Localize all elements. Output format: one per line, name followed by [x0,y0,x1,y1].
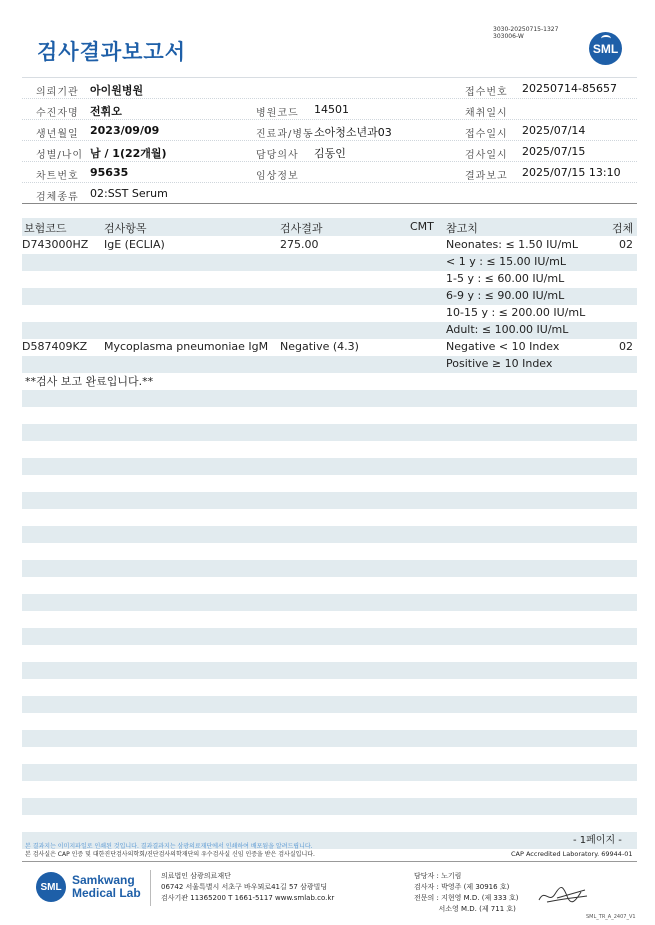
value-physician: 김동인 [314,147,346,160]
header-result: 검사결과 [280,222,323,235]
page-title: 검사결과보고서 [37,40,187,64]
document-code-2: 303006-W [493,33,524,40]
table-row [22,271,637,288]
empty-table-row [22,560,637,577]
header-test-item: 검사항목 [104,222,147,235]
value-receipt-number: 20250714-85657 [522,82,617,95]
cell-reference: 10-15 y : ≤ 200.00 IU/mL [446,306,586,319]
cell-reference: Positive ≥ 10 Index [446,357,553,370]
lab-name-line-1: Samkwang [72,873,135,887]
table-row [22,288,637,305]
cell-reference: 1-5 y : ≤ 60.00 IU/mL [446,272,565,285]
empty-table-row [22,424,637,441]
label-report-date: 결과보고 [465,171,508,182]
info-row-3 [22,121,637,141]
table-row [22,356,637,373]
empty-table-row [22,492,637,509]
sml-lab-logo-icon: SML [36,872,66,902]
info-row-4 [22,142,637,162]
staff-line: 검사자 : 박영주 (제 30916 호) [414,883,510,891]
cell-result: 275.00 [280,238,319,251]
label-requesting-institution: 의뢰기관 [36,87,79,98]
empty-table-row [22,730,637,747]
cap-accreditation: CAP Accredited Laboratory. 69944-01 [511,850,633,858]
value-birth-date: 2023/09/09 [90,124,160,137]
sml-logo-icon: SML [589,32,622,65]
label-patient-name: 수진자명 [36,108,79,119]
staff-line: 담당자 : 노기림 [414,872,462,880]
label-hospital-code: 병원코드 [256,108,299,119]
label-test-date: 검사일시 [465,150,508,161]
info-row-1 [22,79,637,99]
label-birth-date: 생년월일 [36,129,79,140]
lab-info-line: 06742 서울특별시 서초구 바우뫼로41길 57 삼광빌딩 [161,883,328,891]
value-receipt-date: 2025/07/14 [522,124,586,137]
info-bottom-divider [22,203,637,204]
label-collection-date: 채취일시 [465,108,508,119]
value-chart-number: 95635 [90,166,129,179]
label-specimen-type: 검체종류 [36,192,79,203]
cell-item: Mycoplasma pneumoniae IgM [104,340,269,353]
lab-info-line: 의료법인 삼광의료재단 [161,872,231,880]
results-table-header [22,218,637,236]
form-code: SML_TR_A_2407_V1 [586,914,636,920]
table-row [22,237,637,254]
header-reference: 참고치 [446,222,478,235]
empty-table-row [22,526,637,543]
cell-result: Negative (4.3) [280,340,359,353]
label-chart-number: 차트번호 [36,171,79,182]
empty-table-row [22,764,637,781]
value-report-date: 2025/07/15 13:10 [522,166,621,179]
label-sex-age: 성별/나이 [36,150,84,161]
cell-code: D743000HZ [22,238,89,251]
footer-divider [22,861,637,862]
info-row-5 [22,163,637,183]
cell-reference: < 1 y : ≤ 15.00 IU/mL [446,255,566,268]
info-row-6 [22,184,637,204]
label-receipt-date: 접수일시 [465,129,508,140]
empty-table-row [22,662,637,679]
signature-icon [537,882,589,908]
label-physician: 담당의사 [256,150,299,161]
empty-table-row [22,390,637,407]
value-sex-age: 남 / 1(22개월) [90,147,167,160]
header-insurance-code: 보험코드 [24,222,67,235]
document-code-1: 3030-20250715-1327 [493,26,559,33]
cell-reference: Neonates: ≤ 1.50 IU/mL [446,238,578,251]
cell-reference: Adult: ≤ 100.00 IU/mL [446,323,569,336]
value-hospital-code: 14501 [314,103,349,116]
cell-specimen: 02 [619,340,633,353]
page-number: - 1페이지 - [573,835,622,846]
cell-reference: 6-9 y : ≤ 90.00 IU/mL [446,289,565,302]
table-row [22,254,637,271]
staff-list [414,871,519,915]
empty-table-row [22,696,637,713]
table-row [22,305,637,322]
lab-name [72,874,141,900]
header-specimen: 검체 [612,222,634,235]
table-row [22,339,637,356]
staff-line: 서소영 M.D. (제 711 호) [414,905,516,913]
cell-item: IgE (ECLIA) [104,238,165,251]
lab-info-line: 검사기관 11365200 T 1661-5117 www.smlab.co.kr [161,894,335,902]
footer-cap-note: 본 검사실은 CAP 인증 및 대한진단검사의학회/진단검사의학재단의 우수검사실 신임 인증을 받은 검사실입니다. [25,851,315,858]
lab-name-line-2: Medical Lab [72,886,141,900]
info-top-divider [22,77,637,78]
cell-code: D587409KZ [22,340,88,353]
cell-specimen: 02 [619,238,633,251]
value-test-date: 2025/07/15 [522,145,586,158]
staff-line: 전문의 : 지현영 M.D. (제 333 호) [414,894,519,902]
report-complete-note: **검사 보고 완료입니다.** [25,375,154,388]
document-codes [493,26,558,40]
footer-print-note: 본 결과지는 이미지파일로 인쇄된 것입니다. 결과결과지는 삼광의료재단에서 인쇄하여 배포됨을 알려드립니다. [25,843,313,850]
value-department: 소아청소년과03 [314,126,392,139]
value-specimen-type: 02:SST Serum [90,187,168,200]
cell-reference: Negative < 10 Index [446,340,560,353]
header-cmt: CMT [410,220,434,233]
empty-table-row [22,594,637,611]
info-row-2 [22,100,637,120]
lab-info [161,871,334,904]
label-department: 진료과/병동 [256,129,314,140]
lab-divider [150,870,151,906]
table-row [22,322,637,339]
empty-table-row [22,798,637,815]
value-patient-name: 전휘오 [90,105,122,118]
empty-table-row [22,458,637,475]
empty-table-row [22,628,637,645]
label-clinical-info: 임상정보 [256,171,299,182]
value-requesting-institution: 아이원병원 [90,84,144,97]
label-receipt-number: 접수번호 [465,87,508,98]
